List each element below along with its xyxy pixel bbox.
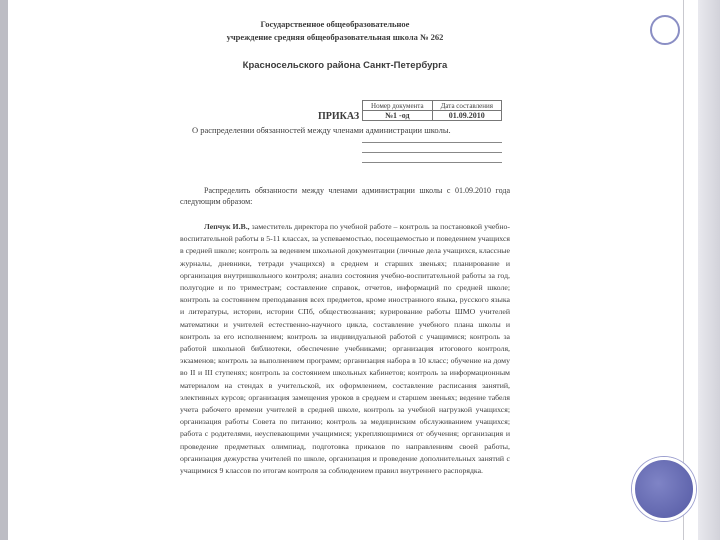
col-header-number: Номер документа	[363, 101, 433, 111]
blank-line	[362, 142, 502, 143]
order-title: ПРИКАЗ	[318, 111, 360, 122]
person-name: Лепчук И.В.,	[204, 222, 250, 231]
school-header	[210, 18, 460, 44]
district-title: Красносельского района Санкт-Петербурга	[242, 60, 448, 71]
order-subject: О распределении обязанностей между членами администрации школы.	[192, 125, 451, 135]
school-header-line2: учреждение средняя общеобразовательная школа № 262	[226, 32, 444, 42]
slide-right-line	[683, 0, 684, 540]
duties-paragraph	[180, 221, 510, 477]
slide-decor-circle-bottom	[632, 457, 696, 521]
order-date: 01.09.2010	[432, 111, 501, 121]
order-number-table	[362, 100, 502, 121]
school-header-line1: Государственное общеобразовательное	[260, 19, 410, 29]
blank-line	[362, 162, 502, 163]
order-number: №1 -од	[363, 111, 433, 121]
scanned-document	[170, 8, 520, 540]
slide-right-border	[698, 0, 720, 540]
slide-left-border	[0, 0, 8, 540]
slide-decor-circle-top	[650, 15, 680, 45]
blank-line	[362, 152, 502, 153]
col-header-date: Дата составления	[432, 101, 501, 111]
intro-paragraph: Распределить обязанности между членами администрации школы с 01.09.2010 года следующим образом:	[180, 186, 510, 206]
duties-text: заместитель директора по учебной работе – контроль за постановкой учебно-воспитательной работы в 5-11 классах, за успеваемостью, посещаемостью и поведением учащихся в средней школе; контроль за ведением школьной документации (личные дела учащихся, классные журналы, дневники, тетради учащихся) в среднем и старших звеньях; планирование и организация внутришкольного контроля; анализ состояния учебно-воспитательной работы за год, полугодие и по триместрам; составление справок, отчетов, информаций по средней школе; контроль за состоянием преподавания всех предметов, кроме иностранного языка, русского языка и литературы, истории, истории СПб, обществознания; курирование работы ШМО учителей математики и учителей естественно-научного цикла, составление учебного плана школы и контроль за его исполнением; контроль за индивидуальной работой с учащимися; контроль за работой школьной библиотеки, обеспечение учебниками; организация итогового контроля, экзаменов; контроль за выполнением программ; организация набора в 10 класс; обучение на дому во II и III ступенях; контроль за состоянием школьных кабинетов; контроль за информационным материалом на стендах в учительской, их оформлением, составление расписания занятий, элективных курсов; организация замещения уроков в среднем и старшем звеньях; ведение табеля учета рабочего времени учителей в средней школе, контроль за учебной нагрузкой учащихся; организация работы Совета по питанию; контроль за медицинским обслуживанием учащихся; работа с родителями, неуспевающими учащимися; укрепляющимися от обучения; организация и проведение предметных олимпиад, подготовка приказов по направлениям своей работы, организация дежурства учителей по школе, организация и проведение дополнительных занятий с учащимися 9 классов по итогам контроля за соблюдением правил внутреннего распорядка.	[180, 222, 511, 476]
